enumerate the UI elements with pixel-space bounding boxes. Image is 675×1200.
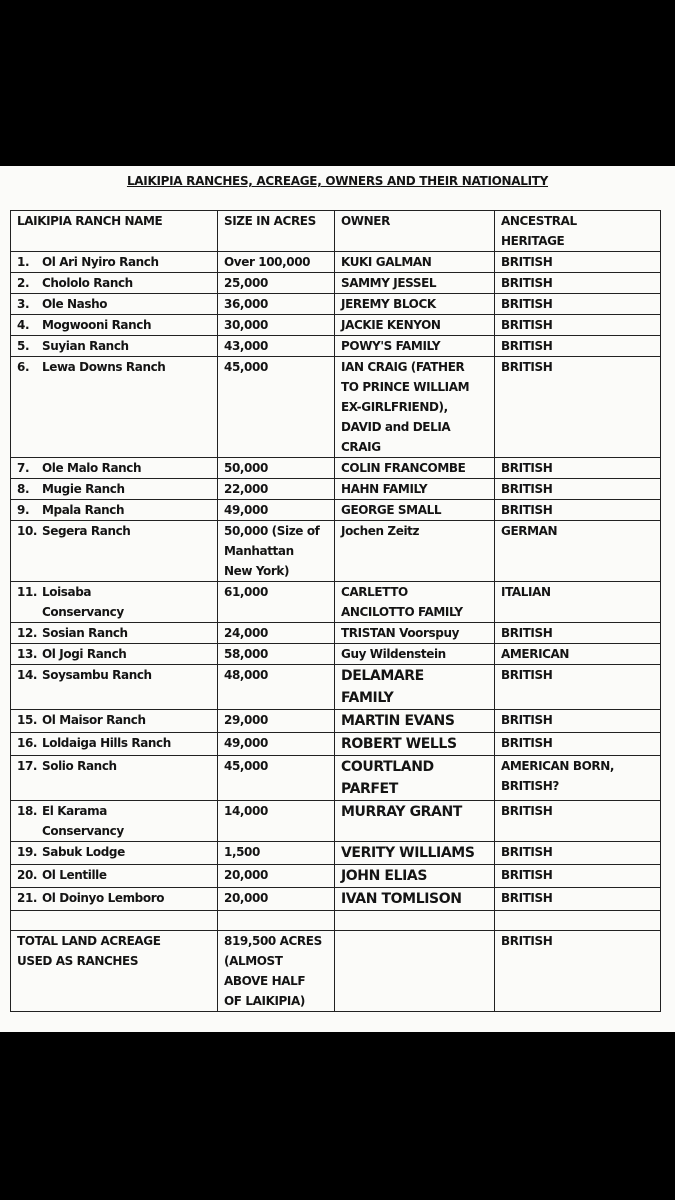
owner-cell: [335, 888, 495, 911]
size-cell: [218, 665, 335, 710]
row-number: 16.: [17, 736, 38, 750]
ranch-name-cell: [11, 710, 218, 733]
table-row: [11, 479, 661, 500]
owner-cell: [335, 357, 495, 458]
owner-name: DELAMARE: [341, 668, 424, 684]
ranch-name: 21. Ol Doinyo Lemboro: [17, 888, 217, 908]
size-value: New York): [224, 564, 290, 578]
total-size-cell: [218, 931, 335, 1012]
ranch-name-cell: [11, 294, 218, 315]
size-value: 49,000: [224, 503, 268, 517]
size-cell: [218, 336, 335, 357]
table-row: [11, 252, 661, 273]
total-label: USED AS RANCHES: [17, 954, 139, 968]
size-cell: [218, 294, 335, 315]
ranch-name-cell: [11, 665, 218, 710]
owner-cell: [335, 521, 495, 582]
ranch-name: 2. Chololo Ranch: [17, 273, 217, 293]
heritage-cell: [495, 294, 661, 315]
document-title: LAIKIPIA RANCHES, ACREAGE, OWNERS AND THEIR NATIONALITY: [126, 174, 549, 188]
ranch-name: 7. Ole Malo Ranch: [17, 458, 217, 478]
owner-name: POWY'S FAMILY: [341, 339, 441, 353]
row-number: 11.: [17, 585, 38, 599]
table-row: [11, 273, 661, 294]
heritage-value: BRITISH: [501, 868, 553, 882]
row-number: 21.: [17, 891, 38, 905]
owner-name: MARTIN EVANS: [341, 713, 455, 729]
owner-name: PARFET: [341, 781, 398, 797]
size-value: Over 100,000: [224, 255, 311, 269]
heritage-cell: [495, 756, 661, 801]
header-row: [11, 211, 661, 252]
table-row: [11, 623, 661, 644]
row-number: 13.: [17, 647, 38, 661]
table-row: [11, 733, 661, 756]
row-number: 1.: [17, 255, 30, 269]
row-number: 20.: [17, 868, 38, 882]
size-cell: [218, 623, 335, 644]
heritage-cell: [495, 252, 661, 273]
ranch-name: 10. Segera Ranch: [17, 521, 217, 541]
heritage-cell: [495, 336, 661, 357]
size-value: 20,000: [224, 891, 268, 905]
table-row: [11, 500, 661, 521]
size-value: 43,000: [224, 339, 268, 353]
owner-name: JACKIE KENYON: [341, 318, 441, 332]
ranch-name: Conservancy: [42, 605, 124, 619]
total-size: 819,500 ACRES: [224, 934, 322, 948]
header-owner: [335, 211, 495, 252]
owner-cell: [335, 623, 495, 644]
heritage-cell: [495, 273, 661, 294]
owner-name: CRAIG: [341, 440, 381, 454]
total-row: [11, 931, 661, 1012]
owner-cell: [335, 665, 495, 710]
heritage-value: BRITISH: [501, 668, 553, 682]
ranch-name-cell: [11, 842, 218, 865]
document-page: [0, 166, 675, 1032]
row-number: 17.: [17, 759, 38, 773]
ranch-name-cell: [11, 336, 218, 357]
row-number: 12.: [17, 626, 38, 640]
heritage-value: BRITISH: [501, 276, 553, 290]
table-row: [11, 315, 661, 336]
size-value: 20,000: [224, 868, 268, 882]
owner-name: IVAN TOMLISON: [341, 891, 462, 907]
heritage-value: GERMAN: [501, 524, 558, 538]
owner-cell: [335, 500, 495, 521]
size-value: 45,000: [224, 759, 268, 773]
size-value: 22,000: [224, 482, 268, 496]
size-value: 1,500: [224, 845, 260, 859]
heritage-value: BRITISH: [501, 297, 553, 311]
header-size: [218, 211, 335, 252]
heritage-value: BRITISH: [501, 713, 553, 727]
ranch-name: 1. Ol Ari Nyiro Ranch: [17, 252, 217, 272]
heritage-value: BRITISH: [501, 461, 553, 475]
size-value: 24,000: [224, 626, 268, 640]
row-number: 2.: [17, 276, 30, 290]
heritage-cell: [495, 842, 661, 865]
heritage-cell: [495, 500, 661, 521]
table-row: [11, 842, 661, 865]
row-number: 10.: [17, 524, 38, 538]
row-number: 7.: [17, 461, 30, 475]
owner-name: IAN CRAIG (FATHER: [341, 360, 465, 374]
owner-cell: [335, 842, 495, 865]
size-cell: [218, 357, 335, 458]
heritage-value: AMERICAN BORN,: [501, 759, 615, 773]
header-size-text: SIZE IN ACRES: [224, 214, 316, 228]
ranch-name: 14. Soysambu Ranch: [17, 665, 217, 685]
row-number: 18.: [17, 804, 38, 818]
size-cell: [218, 315, 335, 336]
owner-cell: [335, 710, 495, 733]
total-heritage-cell: [495, 931, 661, 1012]
table-row: [11, 801, 661, 842]
table-row: [11, 888, 661, 911]
ranch-name-cell: [11, 357, 218, 458]
ranch-name-cell: [11, 273, 218, 294]
owner-cell: [335, 582, 495, 623]
size-cell: [218, 273, 335, 294]
owner-name: JOHN ELIAS: [341, 868, 428, 884]
heritage-value: BRITISH: [501, 845, 553, 859]
heritage-value: BRITISH: [501, 804, 553, 818]
size-cell: [218, 733, 335, 756]
row-number: 4.: [17, 318, 30, 332]
owner-cell: [335, 733, 495, 756]
heritage-value: BRITISH: [501, 360, 553, 374]
ranch-name: Conservancy: [42, 824, 124, 838]
total-label-cell: [11, 931, 218, 1012]
heritage-value: BRITISH?: [501, 779, 559, 793]
heritage-cell: [495, 458, 661, 479]
ranch-name-cell: [11, 458, 218, 479]
ranch-name-cell: [11, 315, 218, 336]
heritage-value: BRITISH: [501, 255, 553, 269]
size-value: 49,000: [224, 736, 268, 750]
ranch-name-cell: [11, 500, 218, 521]
owner-name: FAMILY: [341, 690, 394, 706]
owner-cell: [335, 315, 495, 336]
ranch-name: 6. Lewa Downs Ranch: [17, 357, 217, 377]
owner-name: ROBERT WELLS: [341, 736, 457, 752]
table-row: [11, 865, 661, 888]
row-number: 6.: [17, 360, 30, 374]
row-number: 9.: [17, 503, 30, 517]
ranch-name: 4. Mogwooni Ranch: [17, 315, 217, 335]
row-number: 3.: [17, 297, 30, 311]
ranch-name-cell: [11, 888, 218, 911]
ranch-name: 5. Suyian Ranch: [17, 336, 217, 356]
owner-name: Jochen Zeitz: [341, 524, 420, 538]
total-size: ABOVE HALF: [224, 974, 306, 988]
row-number: 5.: [17, 339, 30, 353]
size-value: 61,000: [224, 585, 268, 599]
heritage-value: BRITISH: [501, 891, 553, 905]
ranch-name-cell: [11, 756, 218, 801]
owner-name: SAMMY JESSEL: [341, 276, 437, 290]
table-row: [11, 644, 661, 665]
ranch-name: 17. Solio Ranch: [17, 756, 217, 776]
owner-name: HAHN FAMILY: [341, 482, 428, 496]
owner-name: COLIN FRANCOMBE: [341, 461, 466, 475]
ranch-name: 12. Sosian Ranch: [17, 623, 217, 643]
size-value: 30,000: [224, 318, 268, 332]
size-value: 29,000: [224, 713, 268, 727]
owner-name: DAVID and DELIA: [341, 420, 451, 434]
ranch-name: 11. Loisaba: [17, 582, 217, 602]
heritage-value: BRITISH: [501, 482, 553, 496]
size-cell: [218, 500, 335, 521]
row-number: 15.: [17, 713, 38, 727]
ranch-name: 18. El Karama: [17, 801, 217, 821]
ranch-name-cell: [11, 479, 218, 500]
ranch-name-cell: [11, 644, 218, 665]
empty-row: [11, 911, 661, 931]
size-cell: [218, 888, 335, 911]
empty-cell: [495, 911, 661, 931]
row-number: 14.: [17, 668, 38, 682]
table-row: [11, 710, 661, 733]
header-owner-text: OWNER: [341, 214, 390, 228]
empty-cell: [11, 911, 218, 931]
table-row: [11, 357, 661, 458]
row-number: 19.: [17, 845, 38, 859]
heritage-cell: [495, 521, 661, 582]
size-value: 58,000: [224, 647, 268, 661]
heritage-cell: [495, 710, 661, 733]
ranch-name: 13. Ol Jogi Ranch: [17, 644, 217, 664]
heritage-value: BRITISH: [501, 503, 553, 517]
owner-cell: [335, 458, 495, 479]
ranch-name: 20. Ol Lentille: [17, 865, 217, 885]
header-heritage-line: HERITAGE: [501, 234, 565, 248]
heritage-value: ITALIAN: [501, 585, 551, 599]
owner-name: Guy Wildenstein: [341, 647, 446, 661]
table-row: [11, 582, 661, 623]
table-row: [11, 336, 661, 357]
ranch-name-cell: [11, 582, 218, 623]
ranch-name-cell: [11, 252, 218, 273]
ranch-name: 15. Ol Maisor Ranch: [17, 710, 217, 730]
heritage-cell: [495, 582, 661, 623]
heritage-value: BRITISH: [501, 318, 553, 332]
total-label: TOTAL LAND ACREAGE: [17, 934, 161, 948]
heritage-cell: [495, 623, 661, 644]
heritage-cell: [495, 801, 661, 842]
heritage-cell: [495, 315, 661, 336]
heritage-cell: [495, 357, 661, 458]
owner-cell: [335, 273, 495, 294]
size-cell: [218, 582, 335, 623]
row-number: 8.: [17, 482, 30, 496]
ranch-name-cell: [11, 733, 218, 756]
heritage-cell: [495, 644, 661, 665]
owner-name: EX-GIRLFRIEND),: [341, 400, 448, 414]
owner-name: ANCILOTTO FAMILY: [341, 605, 463, 619]
heritage-cell: [495, 888, 661, 911]
size-cell: [218, 644, 335, 665]
ranch-name-cell: [11, 865, 218, 888]
empty-cell: [335, 911, 495, 931]
size-value: 36,000: [224, 297, 268, 311]
owner-name: KUKI GALMAN: [341, 255, 432, 269]
ranch-name-cell: [11, 623, 218, 644]
owner-cell: [335, 252, 495, 273]
table-row: [11, 756, 661, 801]
ranch-name-cell: [11, 521, 218, 582]
size-value: 50,000: [224, 461, 268, 475]
owner-cell: [335, 336, 495, 357]
heritage-value: BRITISH: [501, 736, 553, 750]
ranch-name-cell: [11, 801, 218, 842]
header-heritage-line: ANCESTRAL: [501, 214, 577, 228]
size-cell: [218, 479, 335, 500]
heritage-value: BRITISH: [501, 626, 553, 640]
owner-cell: [335, 479, 495, 500]
total-heritage: BRITISH: [501, 934, 553, 948]
heritage-value: BRITISH: [501, 339, 553, 353]
size-cell: [218, 756, 335, 801]
size-cell: [218, 865, 335, 888]
ranch-name: 19. Sabuk Lodge: [17, 842, 217, 862]
owner-cell: [335, 865, 495, 888]
table-row: [11, 294, 661, 315]
ranch-name: 16. Loldaiga Hills Ranch: [17, 733, 217, 753]
owner-name: CARLETTO: [341, 585, 408, 599]
total-owner-cell: [335, 931, 495, 1012]
size-cell: [218, 521, 335, 582]
size-cell: [218, 710, 335, 733]
size-value: 50,000 (Size of: [224, 524, 320, 538]
size-cell: [218, 252, 335, 273]
heritage-cell: [495, 865, 661, 888]
empty-cell: [218, 911, 335, 931]
owner-cell: [335, 644, 495, 665]
ranch-name: 3. Ole Nasho: [17, 294, 217, 314]
size-value: Manhattan: [224, 544, 294, 558]
header-ranch-name: [11, 211, 218, 252]
ranch-name: 8. Mugie Ranch: [17, 479, 217, 499]
table-row: [11, 521, 661, 582]
heritage-cell: [495, 479, 661, 500]
heritage-cell: [495, 733, 661, 756]
size-cell: [218, 801, 335, 842]
owner-name: TO PRINCE WILLIAM: [341, 380, 470, 394]
owner-name: GEORGE SMALL: [341, 503, 442, 517]
owner-name: VERITY WILLIAMS: [341, 845, 475, 861]
total-size: (ALMOST: [224, 954, 283, 968]
owner-name: COURTLAND: [341, 759, 434, 775]
table-row: [11, 458, 661, 479]
size-cell: [218, 458, 335, 479]
size-value: 14,000: [224, 804, 268, 818]
ranch-name: 9. Mpala Ranch: [17, 500, 217, 520]
heritage-value: AMERICAN: [501, 647, 570, 661]
size-value: 25,000: [224, 276, 268, 290]
total-size: OF LAIKIPIA): [224, 994, 305, 1008]
header-ranch-name-text: LAIKIPIA RANCH NAME: [17, 214, 163, 228]
size-value: 45,000: [224, 360, 268, 374]
owner-cell: [335, 294, 495, 315]
owner-name: TRISTAN Voorspuy: [341, 626, 460, 640]
size-cell: [218, 842, 335, 865]
owner-name: MURRAY GRANT: [341, 804, 462, 820]
owner-cell: [335, 801, 495, 842]
table-row: [11, 665, 661, 710]
owner-name: JEREMY BLOCK: [341, 297, 436, 311]
heritage-cell: [495, 665, 661, 710]
size-value: 48,000: [224, 668, 268, 682]
owner-cell: [335, 756, 495, 801]
ranch-table: [10, 210, 661, 1012]
header-heritage: [495, 211, 661, 252]
